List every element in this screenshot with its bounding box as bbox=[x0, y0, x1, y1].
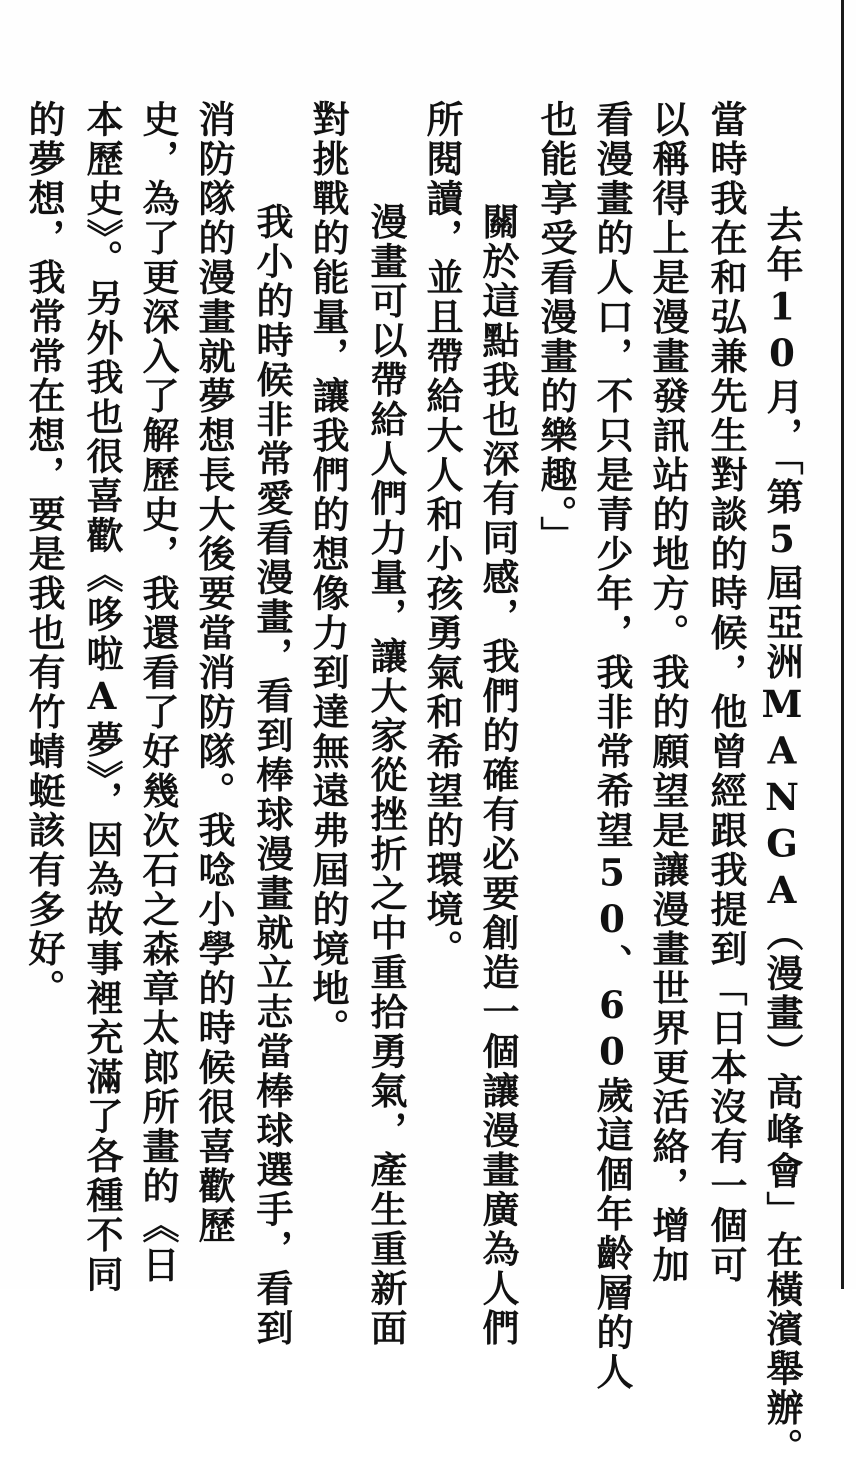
text-column-2: 當時我在和弘兼先生對談的時候，他曾經跟我提到「日本沒有一個可 bbox=[704, 100, 748, 1285]
text-column-10: 我小的時候非常愛看漫畫，看到棒球漫畫就立志當棒球選手，看到 bbox=[250, 163, 294, 1348]
text-column-7: 所閱讀，並且帶給大人和小孩勇氣和希望的環境。 bbox=[420, 100, 464, 969]
text-column-4: 看漫畫的人口，不只是青少年，我非常希望50、60歲這個年齡層的人 bbox=[590, 100, 634, 1392]
text-column-5: 也能享受看漫畫的樂趣。」 bbox=[534, 100, 578, 556]
text-column-11: 消防隊的漫畫就夢想長大後要當消防隊。我唸小學的時候很喜歡歷 bbox=[192, 100, 236, 1246]
text-column-13: 本歷史》。另外我也很喜歡《哆啦A夢》，因為故事裡充滿了各種不同 bbox=[80, 100, 124, 1295]
text-column-1: 去年10月，「第5屆亞洲MANGA（漫畫）高峰會」在橫濱舉辦。 bbox=[760, 166, 804, 1468]
text-column-3: 以稱得上是漫畫發訊站的地方。我的願望是讓漫畫世界更活絡，增加 bbox=[646, 100, 690, 1285]
text-column-9: 對挑戰的能量，讓我們的想像力到達無遠弗屆的境地。 bbox=[306, 100, 350, 1048]
text-column-8: 漫畫可以帶給人們力量，讓大家從挫折之中重拾勇氣，產生重新面 bbox=[364, 163, 408, 1348]
text-column-14: 的夢想，我常常在想，要是我也有竹蜻蜓該有多好。 bbox=[22, 100, 66, 1009]
text-column-6: 關於這點我也深有同感，我們的確有必要創造一個讓漫畫廣為人們 bbox=[476, 163, 520, 1348]
text-column-12: 史，為了更深入了解歷史，我還看了好幾次石之森章太郎所畫的《日 bbox=[136, 100, 180, 1285]
